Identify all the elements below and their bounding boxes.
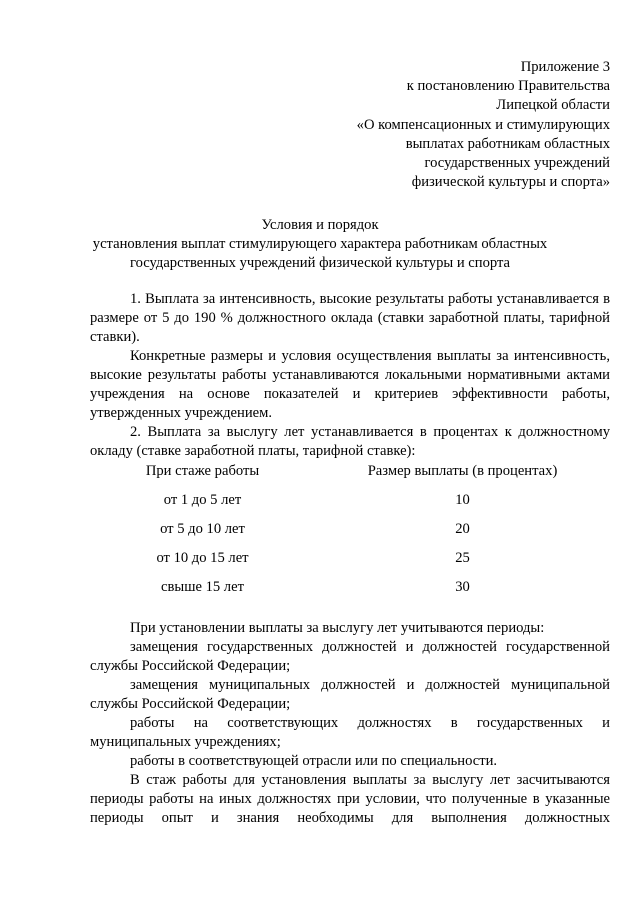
appendix-line: выплатах работникам областных bbox=[405, 135, 610, 152]
paragraph-2: Конкретные размеры и условия осуществления выплаты за интенсивность, высокие результаты работы устанавливаются локальными нормативными актами учреждения на основе показателей и критериев эффективности работы, утвержденных учреждением. bbox=[90, 348, 610, 421]
table-header: При стаже работы bbox=[145, 463, 260, 479]
paragraph-other-positions: В стаж работы для установления выплаты за выслугу лет засчитываются периоды работы на иных должностях при условии, что полученные в указанные периоды опыт и знания необходимы для выполнения должностных bbox=[90, 772, 610, 826]
paragraph-period-item: замещения государственных должностей и должностей государственной службы Российской Федерации; bbox=[90, 639, 610, 674]
table-cell: свыше 15 лет bbox=[161, 579, 244, 595]
table-cell: 30 bbox=[455, 579, 470, 595]
table-cell: 10 bbox=[455, 492, 470, 508]
appendix-line: к постановлению Правительства bbox=[406, 78, 610, 95]
table-cell: от 1 до 5 лет bbox=[163, 492, 242, 508]
paragraph-periods-intro: При установлении выплаты за выслугу лет учитываются периоды: bbox=[130, 620, 545, 636]
paragraph-period-item: замещения муниципальных должностей и должностей муниципальной службы Российской Федерации; bbox=[90, 677, 610, 712]
table-header-row bbox=[90, 462, 610, 491]
appendix-line: Липецкой области bbox=[496, 97, 610, 114]
table-cell: от 5 до 10 лет bbox=[160, 521, 245, 537]
table-row bbox=[90, 520, 610, 549]
appendix-line: физической культуры и спорта» bbox=[411, 174, 610, 191]
table-row bbox=[90, 549, 610, 578]
paragraph-period-item: работы на соответствующих должностях в государственных и муниципальных учреждениях; bbox=[90, 715, 610, 750]
table-cell: от 10 до 15 лет bbox=[156, 550, 249, 566]
table-cell: 20 bbox=[455, 521, 470, 537]
table-row bbox=[90, 491, 610, 520]
document-title bbox=[0, 216, 640, 273]
appendix-header bbox=[357, 58, 610, 192]
periods-section bbox=[90, 619, 610, 828]
paragraph-1: 1. Выплата за интенсивность, высокие результаты работы устанавливается в размере от 5 до 190 % должностного оклада (ставки заработной платы, тарифной ставки). bbox=[90, 291, 610, 345]
appendix-line: государственных учреждений bbox=[424, 155, 610, 172]
seniority-table bbox=[90, 462, 610, 607]
appendix-line: «О компенсационных и стимулирующих bbox=[356, 116, 610, 133]
title-line: государственных учреждений физической культуры и спорта bbox=[129, 255, 511, 271]
table-header: Размер выплаты (в процентах) bbox=[367, 463, 558, 479]
paragraph-period-item: работы в соответствующей отрасли или по специальности. bbox=[130, 753, 498, 769]
title-line: Условия и порядок bbox=[261, 217, 379, 233]
document-body bbox=[90, 290, 610, 461]
table-row bbox=[90, 578, 610, 607]
title-line: установления выплат стимулирующего характера работникам областных bbox=[92, 236, 548, 252]
appendix-line: Приложение 3 bbox=[520, 59, 610, 75]
table-cell: 25 bbox=[455, 550, 470, 566]
paragraph-3: 2. Выплата за выслугу лет устанавливается в процентах к должностному окладу (ставке заработной платы, тарифной ставке): bbox=[90, 424, 610, 459]
